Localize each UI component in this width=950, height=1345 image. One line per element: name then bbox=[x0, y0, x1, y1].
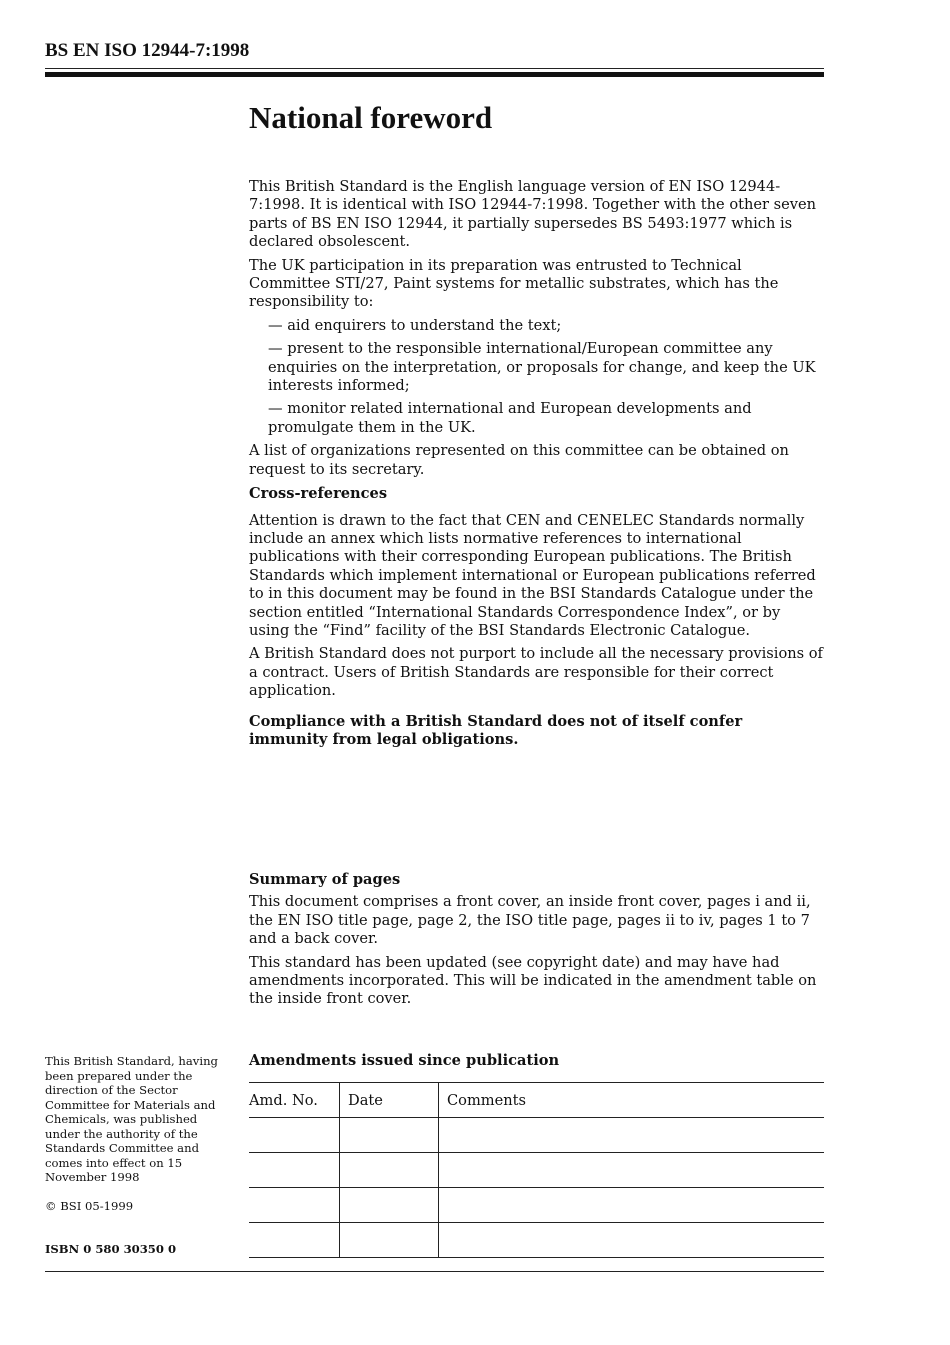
amendments-heading: Amendments issued since publication bbox=[249, 1052, 560, 1069]
table-cell bbox=[340, 1188, 439, 1223]
cross-references-paragraph: Attention is drawn to the fact that CEN and CENELEC Standards normally include an annex which lists normative references to international publications with their corresponding European publications. The British Standards which implement international or European publications referred to in this document may be found in the BSI Standards Catalogue under the section entitled “International Standards Correspondence Index”, or by using the “Find” facility of the BSI Standards Electronic Catalogue. bbox=[249, 511, 816, 639]
summary-section bbox=[249, 871, 825, 1014]
document-id: BS EN ISO 12944-7:1998 bbox=[45, 40, 250, 61]
page-title: National foreword bbox=[249, 100, 493, 135]
table-row bbox=[249, 1223, 824, 1258]
organizations-paragraph: A list of organizations represented on this committee can be obtained on request to its secretary. bbox=[249, 442, 789, 478]
footer-rule bbox=[45, 1271, 824, 1272]
column-header-comments: Comments bbox=[439, 1083, 825, 1118]
table-cell bbox=[249, 1223, 340, 1258]
publication-note: This British Standard, having been prepared under the direction of the Sector Committee for Materials and Chemicals, was published under the authority of the Standards Committee and comes into effect on 15 November 1998 bbox=[45, 1054, 218, 1184]
copyright-notice: © BSI 05-1999 bbox=[45, 1199, 134, 1213]
intro-paragraph: This British Standard is the English language version of EN ISO 12944-7:1998. It is identical with ISO 12944-7:1998. Together with the other seven parts of BS EN ISO 12944, it partially supersedes BS 5493:1977 which is declared obsolescent. bbox=[249, 178, 817, 251]
table-cell bbox=[439, 1153, 825, 1188]
table-cell bbox=[249, 1188, 340, 1223]
column-header-date: Date bbox=[340, 1083, 439, 1118]
table-cell bbox=[249, 1153, 340, 1188]
table-cell bbox=[249, 1118, 340, 1153]
table-cell bbox=[340, 1118, 439, 1153]
summary-heading: Summary of pages bbox=[249, 871, 401, 888]
header-rule-thin bbox=[45, 68, 824, 69]
update-paragraph: This standard has been updated (see copyright date) and may have had amendments incorporated. This will be indicated in the amendment table on the inside front cover. bbox=[249, 953, 817, 1008]
committee-paragraph: The UK participation in its preparation was entrusted to Technical Committee STI/27, Paint systems for metallic substrates, which has the responsibility to: bbox=[249, 256, 779, 311]
responsibility-item: — monitor related international and European developments and promulgate them in the UK. bbox=[268, 400, 752, 436]
table-cell bbox=[439, 1188, 825, 1223]
summary-paragraph: This document comprises a front cover, an inside front cover, pages i and ii, the EN ISO title page, page 2, the ISO title page, pages ii to iv, pages 1 to 7 and a back cover. bbox=[249, 893, 811, 948]
contract-paragraph: A British Standard does not purport to include all the necessary provisions of a contract. Users of British Standards are responsible for their correct application. bbox=[249, 645, 823, 700]
table-cell bbox=[439, 1118, 825, 1153]
compliance-statement: Compliance with a British Standard does not of itself confer immunity from legal obligations. bbox=[249, 712, 743, 748]
table-header-row bbox=[249, 1083, 824, 1118]
responsibility-item: — present to the responsible international/European committee any enquiries on the interpretation, or proposals for change, and keep the UK interests informed; bbox=[268, 340, 816, 395]
table-cell bbox=[439, 1223, 825, 1258]
isbn: ISBN 0 580 30350 0 bbox=[45, 1242, 177, 1256]
column-header-amd-no: Amd. No. bbox=[249, 1083, 340, 1118]
cross-references-heading: Cross-references bbox=[249, 485, 388, 503]
table-row bbox=[249, 1118, 824, 1153]
header-rule-thick bbox=[45, 72, 824, 77]
table-row bbox=[249, 1188, 824, 1223]
table-cell bbox=[340, 1153, 439, 1188]
foreword-body bbox=[249, 178, 825, 754]
amendments-table bbox=[249, 1082, 824, 1258]
table-cell bbox=[340, 1223, 439, 1258]
table-row bbox=[249, 1153, 824, 1188]
responsibility-item: — aid enquirers to understand the text; bbox=[268, 316, 562, 334]
